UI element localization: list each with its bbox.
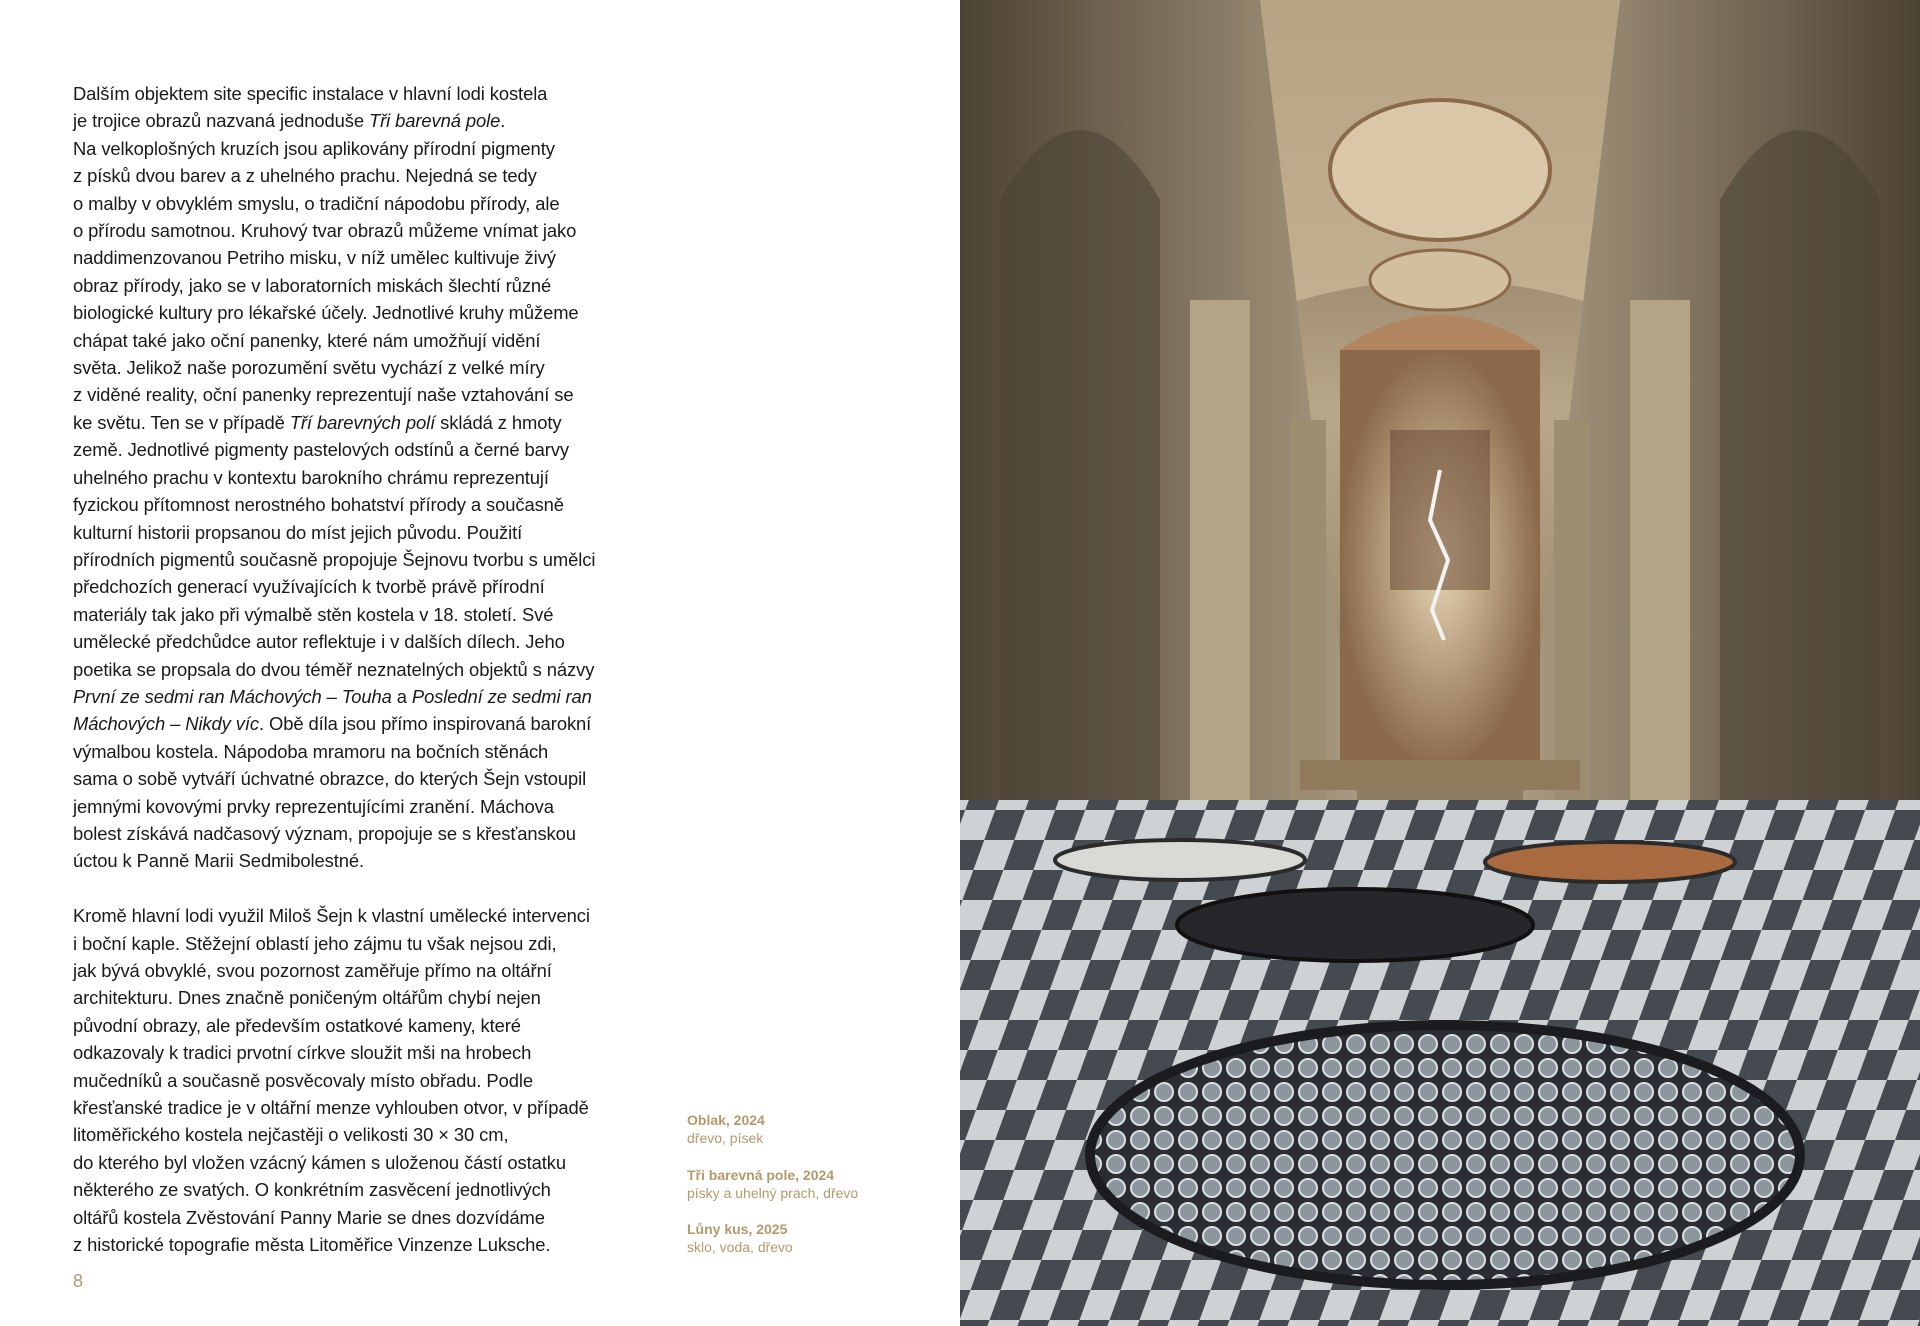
coal-dust-disc <box>1177 889 1533 961</box>
text-line: křesťanské tradice je v oltářní menze vyhlouben otvor, v případě <box>73 1097 589 1119</box>
text-line: kulturní historii propsanou do míst jejich původu. Použití <box>73 521 523 543</box>
fresco-medallion <box>1370 250 1510 310</box>
text-line: umělecké předchůdce autor reflektuje i v dalších dílech. Jeho <box>73 631 565 653</box>
caption-luny-kus <box>687 1220 917 1256</box>
text-line: První ze sedmi ran Máchových – Touha a Poslední ze sedmi ran <box>73 685 592 707</box>
oblak-disc <box>1055 840 1305 880</box>
caption-title: Oblak, 2024 <box>687 1112 765 1128</box>
work-title: Tří barevných polí <box>289 411 436 433</box>
text-line: Na velkoplošných kruzích jsou aplikovány přírodní pigmenty <box>73 137 555 159</box>
text-line: architekturu. Dnes značně poničeným oltářům chybí nejen <box>73 987 541 1009</box>
text-line: do kterého byl vložen vzácný kámen s uloženou částí ostatku <box>73 1151 566 1173</box>
text-line: jak bývá obvyklé, svou pozornost zaměřuje přímo na oltářní <box>73 959 552 981</box>
text-line: z viděné reality, oční panenky reprezentují naše vztahování se <box>73 384 574 406</box>
text-line: Máchových – Nikdy víc. Obě díla jsou přímo inspirovaná barokní <box>73 713 592 735</box>
work-title: Tři barevná pole <box>368 110 501 132</box>
paragraph-2 <box>73 902 633 1258</box>
body-text <box>73 80 633 1258</box>
caption-title: Lůny kus, 2025 <box>687 1221 788 1237</box>
text-line: litoměřického kostela nejčastěji o velikosti 30 × 30 cm, <box>73 1124 509 1146</box>
text-line: odkazovaly k tradici prvotní církve sloužit mši na hrobech <box>73 1042 532 1064</box>
luny-kus-disc <box>1090 1025 1800 1285</box>
text-line: ke světu. Ten se v případě Tří barevných polí skládá z hmoty <box>73 411 562 433</box>
text-line: země. Jednotlivé pigmenty pastelových odstínů a černé barvy <box>73 439 570 461</box>
text-line: z historické topografie města Litoměřice Vinzenze Luksche. <box>73 1234 551 1256</box>
fresco-medallion <box>1330 100 1550 240</box>
text-line: o přírodu samotnou. Kruhový tvar obrazů můžeme vnímat jako <box>73 220 577 242</box>
caption-tri-barevna-pole <box>687 1166 917 1202</box>
work-title: Poslední ze sedmi ran <box>411 685 592 707</box>
caption-materials: sklo, voda, dřevo <box>687 1239 793 1255</box>
altar-painting <box>1390 430 1490 590</box>
text-line: naddimenzovanou Petriho misku, v níž umělec kultivuje živý <box>73 247 556 269</box>
text-line: materiály tak jako při výmalbě stěn kostela v 18. století. Své <box>73 603 554 625</box>
text-line: uhelného prachu v kontextu barokního chrámu reprezentují <box>73 466 549 488</box>
right-arch <box>1720 130 1880 820</box>
church-interior-photo <box>960 0 1920 1326</box>
caption-oblak <box>687 1111 917 1147</box>
text-line: jemnými kovovými prvky reprezentujícími zranění. Máchova <box>73 795 554 817</box>
text-line: je trojice obrazů nazvaná jednoduše Tři barevná pole. <box>73 110 506 132</box>
text-line: fyzickou přítomnost nerostného bohatství přírody a současně <box>73 494 564 516</box>
text-line: z písků dvou barev a z uhelného prachu. Nejedná se tedy <box>73 165 537 187</box>
pillar <box>1290 420 1326 800</box>
text-line: předchozích generací využívajících k tvorbě právě přírodní <box>73 576 545 598</box>
text-line: o malby v obvyklém smyslu, o tradiční nápodobu přírody, ale <box>73 192 560 214</box>
text-line: mučedníků a současně posvěcovaly místo obřadu. Podle <box>73 1069 533 1091</box>
paragraph-gap <box>73 875 633 902</box>
left-arch <box>1000 130 1160 820</box>
text-line: výmalbou kostela. Nápodoba mramoru na bočních stěnách <box>73 740 549 762</box>
text-line: chápat také jako oční panenky, které nám umožňují vidění <box>73 329 541 351</box>
pillar <box>1190 300 1250 820</box>
pillar <box>1554 420 1590 800</box>
text-line: úctou k Panně Marii Sedmibolestné. <box>73 850 365 872</box>
text-line: přírodních pigmentů současně propojuje Šejnovu tvorbu s umělci <box>73 548 596 570</box>
altar-rail <box>1300 760 1580 790</box>
text-line: poetika se propsala do dvou téměř neznatelných objektů s názvy <box>73 658 595 680</box>
caption-title: Tři barevná pole, 2024 <box>687 1167 835 1183</box>
page-number: 8 <box>73 1271 84 1291</box>
text-line: původní obrazy, ale především ostatkové kameny, které <box>73 1014 521 1036</box>
text-line: Dalším objektem site specific instalace v hlavní lodi kostela <box>73 83 548 104</box>
orange-pigment-disc <box>1485 842 1735 882</box>
text-line: bolest získává nadčasový význam, propojuje se s křesťanskou <box>73 822 576 844</box>
text-line: biologické kultury pro lékařské účely. Jednotlivé kruhy můžeme <box>73 302 579 324</box>
paragraph-1 <box>73 80 633 875</box>
caption-materials: písky a uhelný prach, dřevo <box>687 1185 859 1201</box>
text-line: některého ze svatých. O konkrétním zasvěcení jednotlivých <box>73 1179 551 1201</box>
work-title: Máchových – Nikdy víc <box>73 713 259 735</box>
text-line: sama o sobě vytváří úchvatné obrazce, do kterých Šejn vstoupil <box>73 768 587 790</box>
text-line: oltářů kostela Zvěstování Panny Marie se dnes dozvídáme <box>73 1206 545 1228</box>
work-title: První ze sedmi ran Máchových – Touha <box>73 685 392 707</box>
pillar <box>1630 300 1690 820</box>
text-line: i boční kaple. Stěžejní oblastí jeho zájmu tu však nejsou zdi, <box>73 932 557 954</box>
text-line: světa. Jelikož naše porozumění světu vychází z velké míry <box>73 357 545 379</box>
text-line: Kromě hlavní lodi využil Miloš Šejn k vlastní umělecké intervenci <box>73 905 590 927</box>
text-line: obraz přírody, jako se v laboratorních miskách šlechtí různé <box>73 274 552 296</box>
caption-materials: dřevo, písek <box>687 1130 764 1146</box>
